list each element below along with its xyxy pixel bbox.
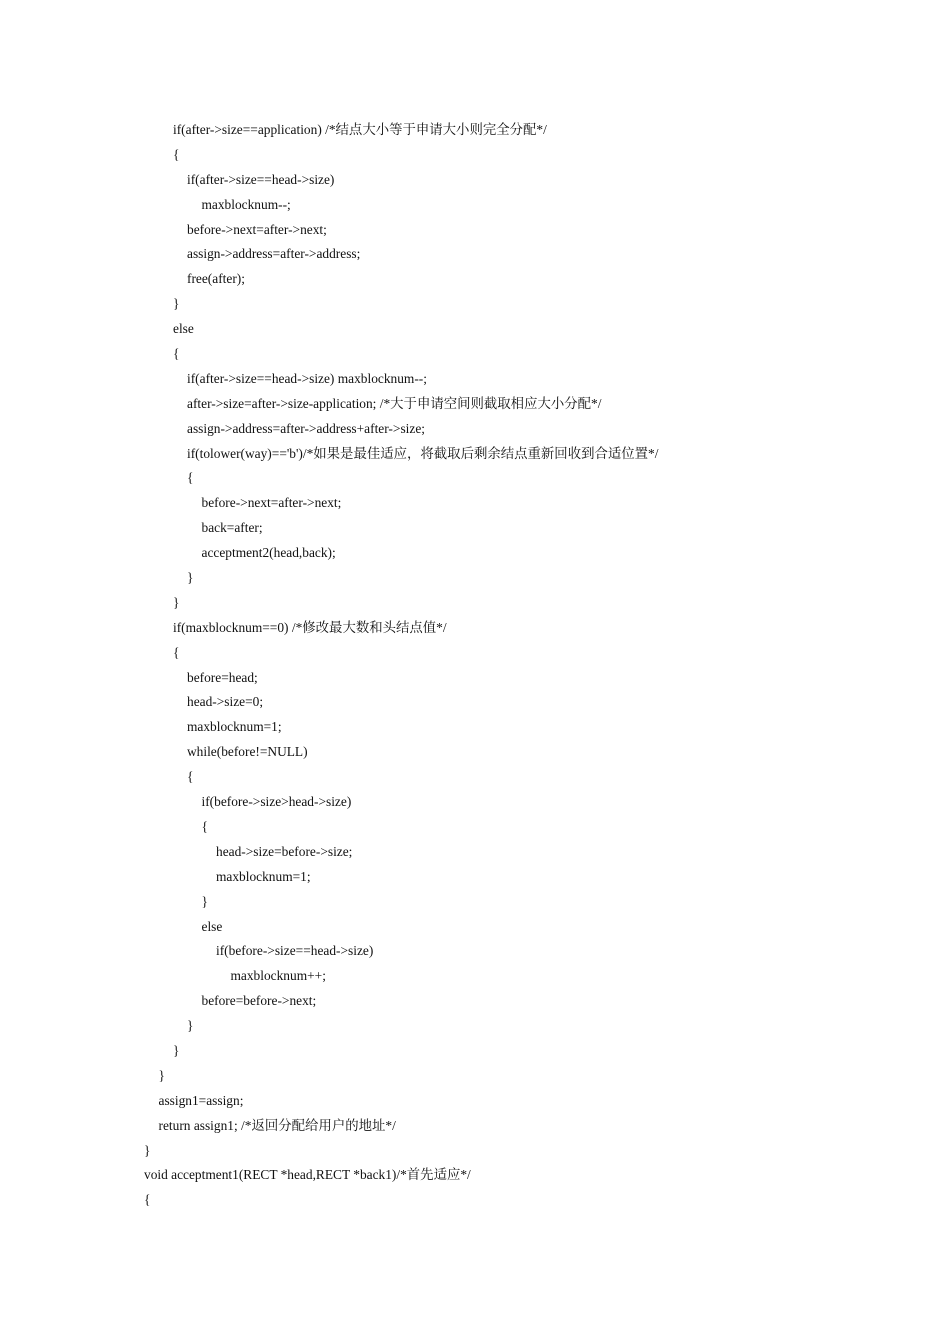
code-line: acceptment2(head,back);	[201, 545, 336, 561]
code-line: if(tolower(way)=='b')/*如果是最佳适应，将截取后剩余结点重新回收到合适位置*/	[187, 445, 659, 461]
code-line: }	[144, 1142, 151, 1158]
code-listing	[144, 118, 658, 1213]
code-line: }	[187, 1018, 194, 1034]
code-line: maxblocknum++;	[230, 968, 326, 984]
code-line: if(maxblocknum==0) /*修改最大数和头结点值*/	[173, 619, 447, 635]
code-line: {	[173, 346, 180, 362]
code-line: }	[201, 893, 208, 909]
code-line: return assign1; /*返回分配给用户的地址*/	[158, 1117, 396, 1133]
code-line: {	[144, 1192, 151, 1208]
code-line: maxblocknum--;	[201, 196, 291, 212]
code-line: head->size=0;	[187, 694, 264, 710]
code-line: if(after->size==application) /*结点大小等于申请大小则完全分配*/	[173, 122, 547, 137]
code-line: }	[187, 570, 194, 586]
code-line: before=head;	[187, 669, 258, 685]
code-line: if(after->size==head->size) maxblocknum--;	[187, 370, 427, 386]
code-line: after->size=after->size-application; /*大于申请空间则截取相应大小分配*/	[187, 395, 602, 411]
code-line: head->size=before->size;	[216, 843, 353, 859]
code-line: before->next=after->next;	[201, 495, 342, 511]
code-line: assign->address=after->address+after->size;	[187, 420, 425, 436]
code-line: maxblocknum=1;	[216, 868, 311, 884]
code-line: {	[173, 146, 180, 162]
code-line: {	[201, 818, 208, 834]
code-line: {	[187, 769, 194, 785]
code-line: void acceptment1(RECT *head,RECT *back1)/*首先适应*/	[144, 1167, 471, 1183]
code-line: if(before->size>head->size)	[201, 794, 352, 810]
code-line: {	[187, 470, 194, 486]
code-line: {	[173, 644, 180, 660]
code-line: if(before->size==head->size)	[216, 943, 374, 959]
code-line: else	[201, 918, 223, 934]
code-line: back=after;	[201, 520, 263, 536]
code-line: }	[173, 296, 180, 312]
code-line: }	[173, 1042, 180, 1058]
code-line: assign->address=after->address;	[187, 246, 361, 262]
code-line: if(after->size==head->size)	[187, 171, 335, 187]
code-line: else	[173, 321, 194, 337]
code-line: maxblocknum=1;	[187, 719, 282, 735]
code-line: free(after);	[187, 271, 245, 287]
code-line: assign1=assign;	[158, 1092, 244, 1108]
code-line: }	[158, 1067, 165, 1083]
code-line: before=before->next;	[201, 993, 317, 1009]
code-line: before->next=after->next;	[187, 221, 327, 237]
code-line: }	[173, 594, 180, 610]
code-line: while(before!=NULL)	[187, 744, 308, 760]
